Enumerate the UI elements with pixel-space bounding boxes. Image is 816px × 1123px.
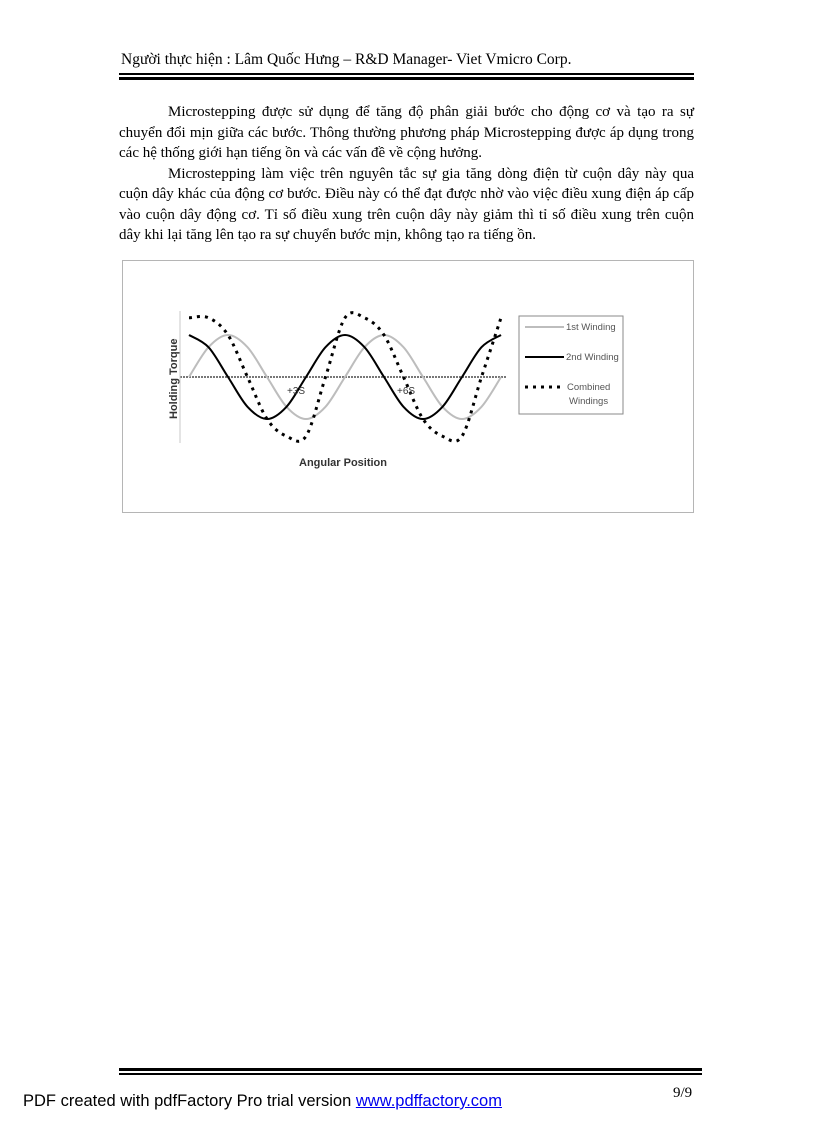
page-number: 9/9	[673, 1085, 693, 1101]
pdf-credit	[23, 1092, 502, 1111]
pdffactory-link[interactable]: www.pdffactory.com	[355, 1092, 502, 1110]
annotation-3s: +3S	[287, 386, 306, 397]
torque-figure	[122, 260, 694, 513]
header-rule-thin	[119, 73, 694, 75]
annotation-6s: +6S	[397, 386, 416, 397]
x-axis-label: Angular Position	[299, 457, 387, 469]
y-axis-label: Holding Torque	[168, 338, 180, 419]
footer-rule-thin	[119, 1073, 702, 1075]
footer-rule-thick	[119, 1068, 702, 1071]
pdf-credit-text: PDF created with pdfFactory Pro trial version	[23, 1092, 356, 1110]
torque-chart	[123, 261, 693, 512]
paragraph: Microstepping làm việc trên nguyên tắc sự gia tăng dòng điện từ cuộn dây này qua cuộn dây khác của động cơ bước. Điều này có thể đạt được nhờ vào việc điều xung điện áp cấp vào cuộn dây động cơ. Tỉ số điều xung trên cuộn dây này giảm thì tỉ số điều xung trên cuộn dây khi lại tăng lên tạo ra sự chuyển bước mịn, không tạo ra tiếng ồn.	[119, 165, 694, 243]
legend-label-combined-line2: Windings	[569, 396, 609, 407]
paragraph: Microstepping được sử dụng để tăng độ phân giải bước cho động cơ và tạo ra sự chuyển đổi mịn giữa các bước. Thông thường phương pháp Microstepping được áp dụng trong các hệ thống giới hạn tiếng ồn và các vấn đề về cộng hưởng.	[119, 104, 694, 161]
legend-label-first: 1st Winding	[566, 322, 616, 333]
document-body	[119, 102, 694, 246]
header-rule-thick	[119, 77, 694, 80]
legend	[519, 316, 623, 414]
legend-label-second: 2nd Winding	[566, 352, 619, 363]
page-header: Người thực hiện : Lâm Quốc Hưng – R&D Manager- Viet Vmicro Corp.	[121, 51, 572, 68]
legend-label-combined-line1: Combined	[567, 382, 611, 393]
